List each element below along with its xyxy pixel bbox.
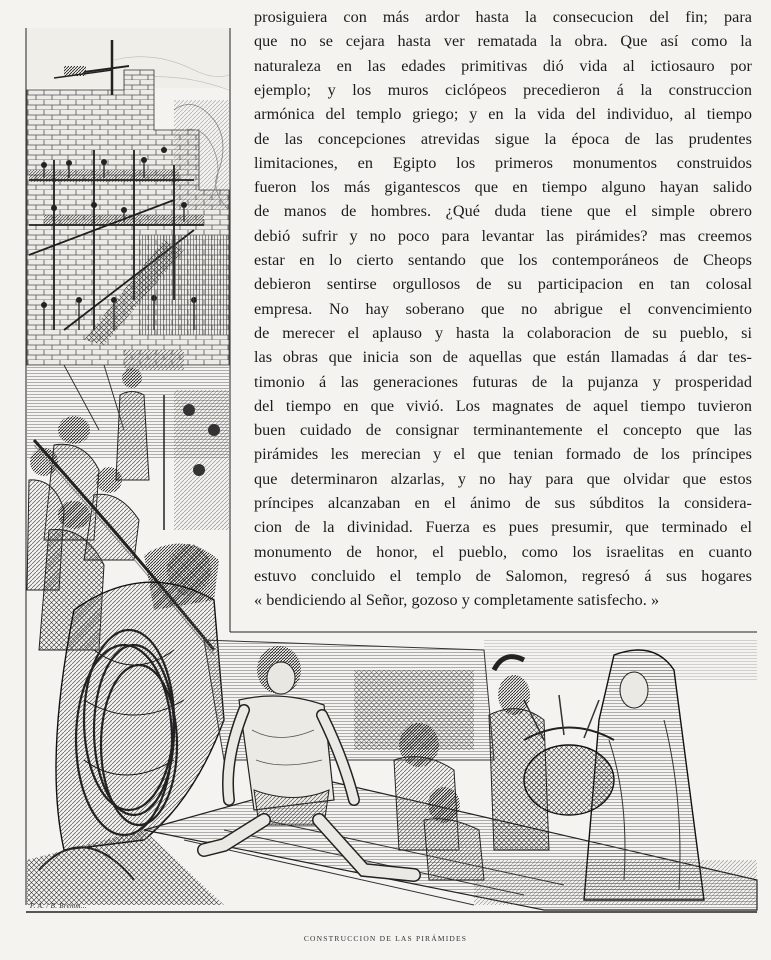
text-line: de merecer el aplauso y hasta la colaboracion de su pueblo, si (254, 323, 752, 342)
text-line: de manos de hombres. ¿Qué duda tiene que el simple obrero (254, 202, 752, 221)
text-line: naturaleza en las edades primitivas dió vida al ictiosauro por (254, 56, 752, 75)
text-line: estar en lo cierto sentando que los contemporáneos de Cheops (254, 251, 752, 269)
text-line: fueron los más gigantescos que en tiempo alguno hayan salido (254, 178, 752, 197)
text-line: buen cuidado de consignar terminantemente el concepto que las (254, 421, 752, 440)
text-line: que determinaron alzarlas, y no hay para que olvidar que estos (254, 469, 752, 488)
text-line: monumento de honor, el pueblo, como los israelitas en cuanto (254, 542, 752, 561)
text-line: de las concepciones atrevidas sigue la época de las prudentes (254, 129, 752, 148)
text-line: debieron sentirse orgullosos de su participacion en tan colosal (254, 275, 752, 294)
text-line: las obras que inicia son de aquellas que están llamadas á dar tes- (254, 348, 752, 367)
text-line: príncipes alcanzaban en el ánimo de sus súbditos la considera- (254, 494, 752, 512)
text-line: que no se cejara hasta ver rematada la obra. Que así como la (254, 32, 752, 51)
text-line: estuvo concluido el templo de Salomon, regresó á sus hogares (254, 566, 752, 585)
text-line: limitaciones, en Egipto los primeros monumentos construidos (254, 153, 752, 172)
text-line: del tiempo en que vivió. Los magnates de aquel tiempo tuvieron (254, 396, 752, 415)
text-line: debió sufrir y no poco para levantar las pirámides? mas creemos (254, 226, 752, 245)
text-line: timonio á las generaciones futuras de la pujanza y prosperidad (254, 372, 752, 391)
article-text (232, 2, 752, 630)
text-line: prosiguiera con más ardor hasta la consecucion del fin; para (254, 8, 752, 26)
text-line: pirámides les merecian y el que tenian formado de los príncipes (254, 445, 752, 464)
text-line: cion de la divinidad. Fuerza es pues presumir, que terminado el (254, 518, 752, 537)
text-line: armónica del templo griego; y en la vida del individuo, al tiempo (254, 105, 752, 124)
text-line: « bendiciendo al Señor, gozoso y completamente satisfecho. » (254, 591, 660, 610)
text-line: empresa. No hay soberano que no abrigue el convencimiento (254, 299, 752, 318)
engraver-signature: F. A. / B. Bremm... (30, 902, 87, 910)
illustration-caption: CONSTRUCCION DE LAS PIRÁMIDES (303, 934, 468, 943)
text-line: ejemplo; y los muros ciclópeos precedieron á la construccion (254, 80, 752, 99)
